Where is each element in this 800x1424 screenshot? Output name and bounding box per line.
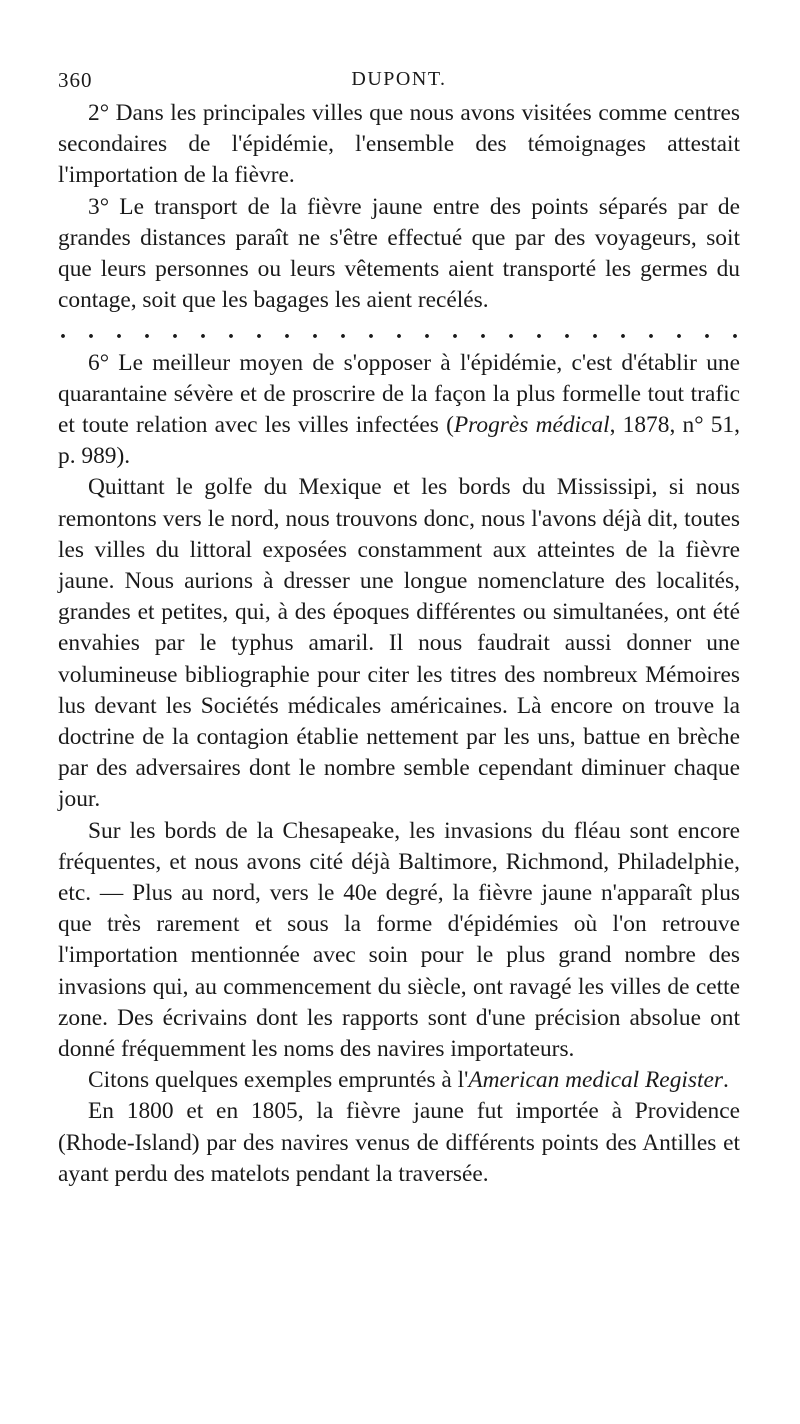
running-head — [58, 62, 740, 98]
page-number: 360 — [58, 68, 93, 92]
omission-dot: . — [60, 318, 66, 345]
omission-dot: . — [200, 318, 206, 345]
omission-dot: . — [452, 318, 458, 345]
omission-dot: . — [256, 318, 262, 345]
register-title: American medical Register — [468, 1067, 723, 1094]
omission-dot: . — [424, 318, 430, 345]
omission-dot: . — [480, 318, 486, 345]
omission-dot: . — [396, 318, 402, 345]
book-page — [58, 62, 740, 1190]
omission-dot: . — [228, 318, 234, 345]
paragraph-providence: En 1800 et en 1805, la fièvre jaune fut importée à Providence (Rhode-Island) par des navires venus de différents points des Antilles et ayant perdu des matelots pendant la traversée. — [58, 1098, 740, 1187]
omission-dot: . — [88, 318, 94, 345]
paragraph-mississippi: Quittant le golfe du Mexique et les bords du Mississipi, si nous remontons vers le nord, nous trouvons donc, nous l'avons déjà dit, toutes les villes du littoral exposées constamment aux atteintes de la fièvre jaune. Nous aurions à dresser une longue nomenclature des localités, grandes et petites, qui, à des époques différentes ou simultanées, ont été envahies par le typhus amaril. Il nous faudrait aussi donner une volumineuse bibliographie pour citer les titres des nombreux Mémoires lus devant les Sociétés médicales américaines. Là encore on trouve la doctrine de la contagion établie nettement par les uns, battue en brèche par des adversaires dont le nombre semble cependant diminuer chaque jour. — [58, 474, 740, 813]
paragraph-examples-text: Citons quelques exemples empruntés à l' — [88, 1067, 469, 1094]
paragraph-chesapeake: Sur les bords de la Chesapeake, les invasions du fléau sont encore fréquentes, et nous avons cité déjà Baltimore, Richmond, Philadelphie, etc. — Plus au nord, vers le 40e degré, la fièvre jaune n'apparaît plus que très rarement et sous la forme d'épidémies où l'on retrouve l'importation mentionnée avec soin pour le plus grand nombre des invasions qui, au commencement du siècle, ont ravagé les villes de cette zone. Des écrivains dont les rapports sont d'une précision absolue ont donné fréquemment les noms des navires importateurs. — [58, 817, 740, 1063]
paragraph-examples — [58, 1065, 740, 1096]
paragraph-examples-end: . — [722, 1067, 729, 1094]
omission-dot: . — [508, 318, 514, 345]
omission-dot: . — [312, 318, 318, 345]
paragraph-point-6 — [58, 348, 740, 473]
omission-dot: . — [564, 318, 570, 345]
omission-dot: . — [648, 318, 654, 345]
omission-dot: . — [116, 318, 122, 345]
paragraph-point-3: 3° Le transport de la fièvre jaune entre des points séparés par de grandes distances paraît ne s'être effectué que par des voyageurs, soit que leurs personnes ou leurs vêtements aient transporté les germes du contage, soit que les bagages les aient recélés. — [58, 193, 740, 314]
body-text — [58, 98, 740, 1190]
omission-dots — [58, 316, 740, 347]
omission-dot: . — [704, 318, 710, 345]
omission-dot: . — [284, 318, 290, 345]
running-title: DUPONT. — [351, 68, 447, 90]
omission-dot: . — [340, 318, 346, 345]
paragraph-point-6-text: 6° Le meilleur moyen de s'opposer à l'épidémie, c'est d'établir une quarantaine sévère et de proscrire de la façon la plus formelle tout trafic et toute relation avec les villes infectées ( — [58, 349, 740, 439]
omission-dot: . — [592, 318, 598, 345]
omission-dot: . — [368, 318, 374, 345]
citation-details: , 1878, n° 51, p. 989). — [58, 412, 740, 470]
omission-dot: . — [536, 318, 542, 345]
omission-dot: . — [172, 318, 178, 345]
omission-dot: . — [144, 318, 150, 345]
omission-dot: . — [620, 318, 626, 345]
omission-dot: . — [676, 318, 682, 345]
paragraph-point-2: 2° Dans les principales villes que nous avons visitées comme centres secondaires de l'épidémie, l'ensemble des témoignages attestait l'importation de la fièvre. — [58, 100, 740, 189]
journal-title: Progrès médical — [453, 412, 610, 439]
omission-dot: . — [732, 318, 738, 345]
